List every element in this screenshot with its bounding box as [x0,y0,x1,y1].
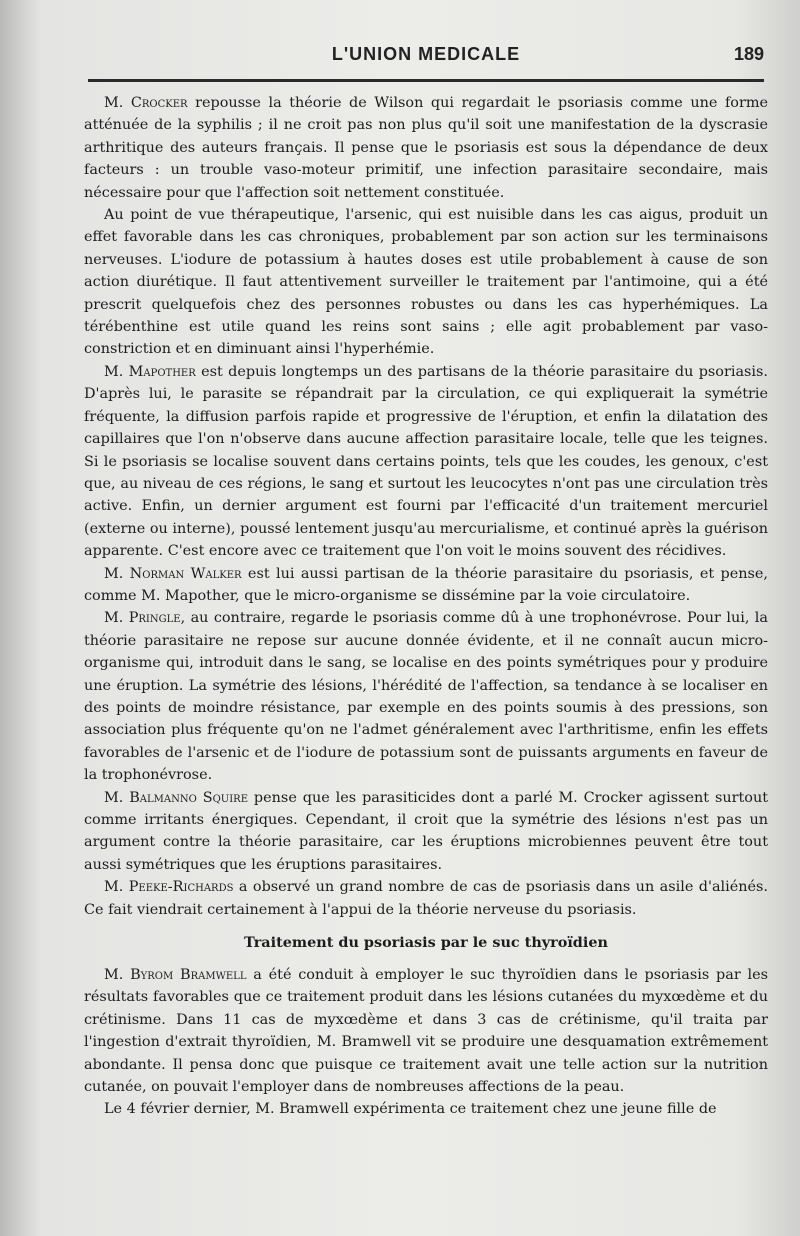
paragraph [84,204,768,361]
speaker-name: M. Byrom Bramwell [104,967,247,984]
paragraph [84,964,768,1098]
journal-title: L'UNION MEDICALE [331,44,521,64]
paragraph [84,92,768,204]
speaker-name: M. Balmanno Squire [104,789,249,806]
paragraph-text: a été conduit à employer le suc thyroïdien dans le psoriasis par les résultats favorables que ce traitement produit dans les lésions cutanées du myxœdème et du crétinisme. Dans 11 cas de myxœdème et dans 3 cas de crétinisme, qu'il traita par l'ingestion d'extrait thyroïdien, M. Bramwell vit se produire une desquamation extrêmement abondante. Il pensa donc que puisque ce traitement avait une telle action sur la nutrition cutanée, on pouvait l'employer dans de nombreuses affections de la peau. [84,967,768,1096]
header-rule [88,79,764,82]
paragraph [84,876,768,921]
speaker-name: M. Crocker [104,95,188,111]
paragraph-text: est lui aussi partisan de la théorie parasitaire du psoriasis, et pense, comme M. Mapother, que le micro-organisme se dissémine par la voie circulatoire. [84,565,768,604]
speaker-name: M. Peeke-Richards [104,879,234,896]
paragraph-text: pense que les parasiticides dont a parlé M. Crocker agissent surtout comme irritants énergiques. Cependant, il croit que la symétrie des lésions n'est pas un argument contre la théorie parasitaire, car les éruptions microbiennes peuvent être tout aussi symétriques que les éruptions parasitaires. [84,789,768,873]
running-header [86,44,766,72]
speaker-name: M. Norman Walker [104,565,242,582]
paragraph [84,607,768,786]
paragraph [84,787,768,877]
paragraph-text: est depuis longtemps un des partisans de la théorie parasitaire du psoriasis. D'après lui, le parasite se répandrait par la circulation, ce qui expliquerait la symétrie fréquente, la diffusion parfois rapide et progressive de l'éruption, et enfin la dilatation des capillaires que l'on n'observe dans aucune affection parasitaire locale, telle que les teignes. Si le psoriasis se localise souvent dans certains points, tels que les coudes, les genoux, c'est que, au niveau de ces régions, le sang et surtout les leucocytes n'ont pas une circulation très active. Enfin, un dernier argument est fourni par l'efficacité d'un traitement mercuriel (externe ou interne), poussé lentement jusqu'au mercurialisme, et continué après la guérison apparente. C'est encore avec ce traitement que l'on voit le moins souvent des récidives. [84,363,768,560]
paragraph-text: Le 4 février dernier, M. Bramwell expérimenta ce traitement chez une jeune fille de [104,1101,717,1118]
speaker-name: M. Mapother [104,363,196,380]
paragraph [84,361,768,563]
page-number: 189 [733,44,764,64]
speaker-name: M. Pringle [104,610,181,627]
paragraph-text: a observé un grand nombre de cas de psoriasis dans un asile d'aliénés. Ce fait viendrait certainement à l'appui de la théorie nerveuse du psoriasis. [84,879,769,918]
paragraph-text: repousse la théorie de Wilson qui regardait le psoriasis comme une forme atténuée de la syphilis ; il ne croit pas non plus qu'il soit une manifestation de la dyscrasie arthritique des auteurs français. Il pense que le psoriasis est sous la dépendance de deux facteurs : un trouble vaso-moteur primitif, une infection parasitaire secondaire, mais nécessaire pour que l'affection soit nettement constituée. [84,95,768,201]
paragraph [84,1098,768,1120]
paragraph [84,563,768,608]
paragraph-text: Au point de vue thérapeutique, l'arsenic, qui est nuisible dans les cas aigus, produit un effet favorable dans les cas chroniques, probablement par son action sur les terminaisons nerveuses. L'iodure de potassium à hautes doses est utile probablement à cause de son action diurétique. Il faut attentivement surveiller le traitement par l'antimoine, qui a été prescrit quelquefois chez des personnes robustes ou dans les cas hyperhémiques. La térébenthine est utile quand les reins sont sains ; elle agit probablement par vaso-constriction et en diminuant ainsi l'hyperhémie. [84,207,768,358]
paragraph-text: , au contraire, regarde le psoriasis comme dû à une trophonévrose. Pour lui, la théorie parasitaire ne repose sur aucune donnée évidente, et il ne connaît aucun micro-organisme qui, introduit dans le sang, se localise en des points symétriques pour y produire une éruption. La symétrie des lésions, l'hérédité de l'affection, sa tendance à se localiser en des points de moindre résistance, par exemple en des points soumis à des pressions, son association plus fréquente qu'on ne l'admet généralement avec l'arthritisme, enfin les effets favorables de l'arsenic et de l'iodure de potassium sont de puissants arguments en faveur de la trophonévrose. [84,610,768,784]
section-heading: Traitement du psoriasis par le suc thyroïdien [244,934,608,952]
body-text [84,92,768,1121]
